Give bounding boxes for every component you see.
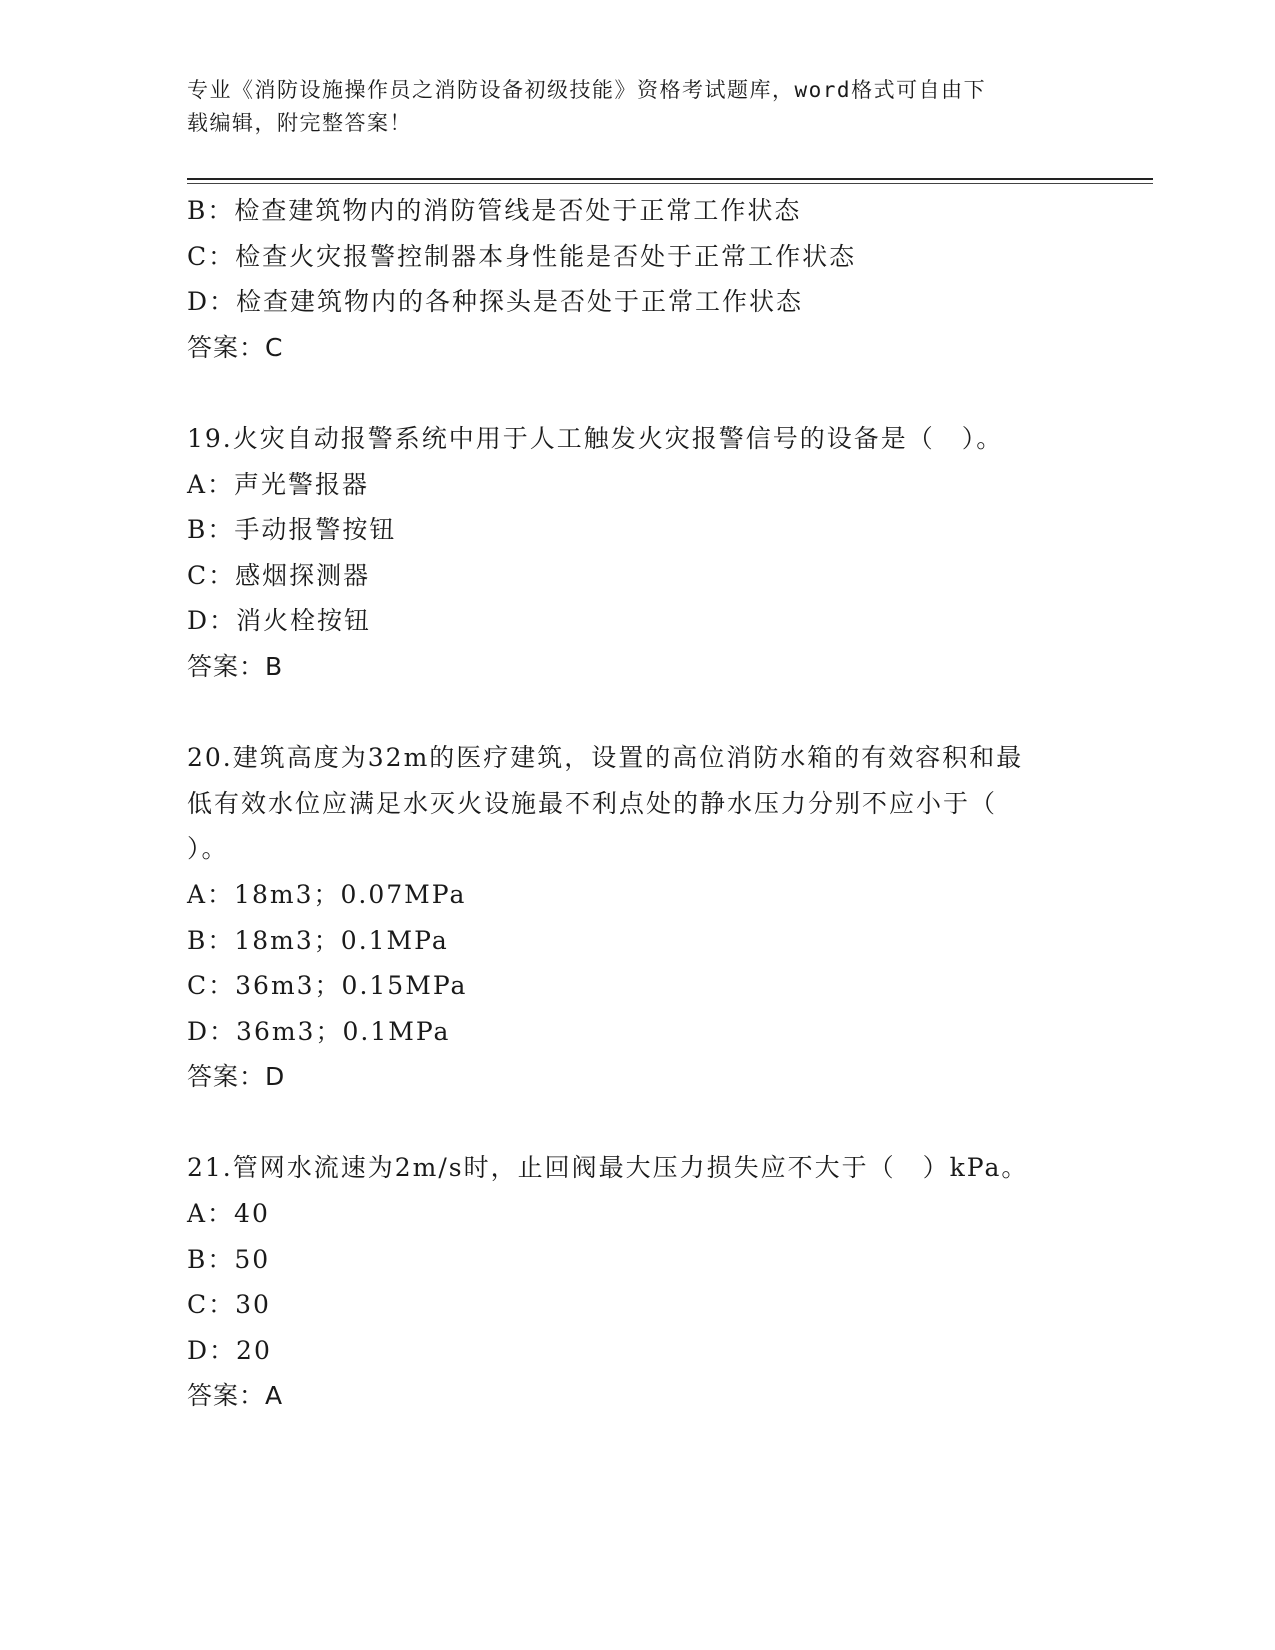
spacer	[187, 370, 1087, 416]
question-stem-line-3: ）。	[187, 834, 229, 864]
question-stem-line-2: 低有效水位应满足水灭火设施最不利点处的静水压力分别不应小于（	[187, 788, 998, 818]
option-c: C：感烟探测器	[187, 560, 371, 590]
option-d: D：消火栓按钮	[187, 606, 372, 636]
header-line-2: 载编辑，附完整答案！	[187, 111, 412, 135]
option-c: C：36m3；0.15MPa	[187, 971, 468, 1001]
answer-line: 答案：D	[187, 1062, 286, 1092]
option-d: D：36m3；0.1MPa	[187, 1016, 451, 1046]
option-c: C：检查火灾报警控制器本身性能是否处于正常工作状态	[187, 241, 857, 271]
question-stem: 19.火灾自动报警系统中用于人工触发火灾报警信号的设备是（ ）。	[187, 423, 1004, 453]
spacer	[187, 1100, 1087, 1146]
option-a: A：声光警报器	[187, 469, 370, 499]
option-b: B：检查建筑物内的消防管线是否处于正常工作状态	[187, 196, 802, 225]
option-b: B：18m3；0.1MPa	[187, 925, 449, 955]
option-b: B：手动报警按钮	[187, 515, 397, 545]
question-stem: 21.管网水流速为2m/s时，止回阀最大压力损失应不大于（ ）kPa。	[187, 1153, 1029, 1183]
answer-line: 答案：B	[187, 651, 284, 681]
option-a: A：40	[187, 1199, 270, 1229]
question-18	[187, 188, 1087, 370]
option-c: C：30	[187, 1290, 271, 1320]
option-a: A：18m3；0.07MPa	[187, 879, 467, 909]
document-header	[187, 74, 1067, 140]
header-divider-thin	[187, 183, 1153, 184]
question-20	[187, 735, 1087, 1100]
header-divider-thick	[187, 178, 1153, 180]
spacer	[187, 690, 1087, 736]
question-stem-line-1: 20.建筑高度为32m的医疗建筑，设置的高位消防水箱的有效容积和最	[187, 743, 1024, 773]
option-b: B：50	[187, 1244, 271, 1274]
header-line-1: 专业《消防设施操作员之消防设备初级技能》资格考试题库，word格式可自由下	[187, 78, 987, 102]
option-d: D：检查建筑物内的各种探头是否处于正常工作状态	[187, 287, 804, 317]
question-19	[187, 416, 1087, 690]
answer-line: 答案：C	[187, 332, 284, 362]
option-d: D：20	[187, 1335, 272, 1365]
question-list	[187, 188, 1087, 1419]
answer-line: 答案：A	[187, 1381, 284, 1411]
question-21	[187, 1145, 1087, 1419]
